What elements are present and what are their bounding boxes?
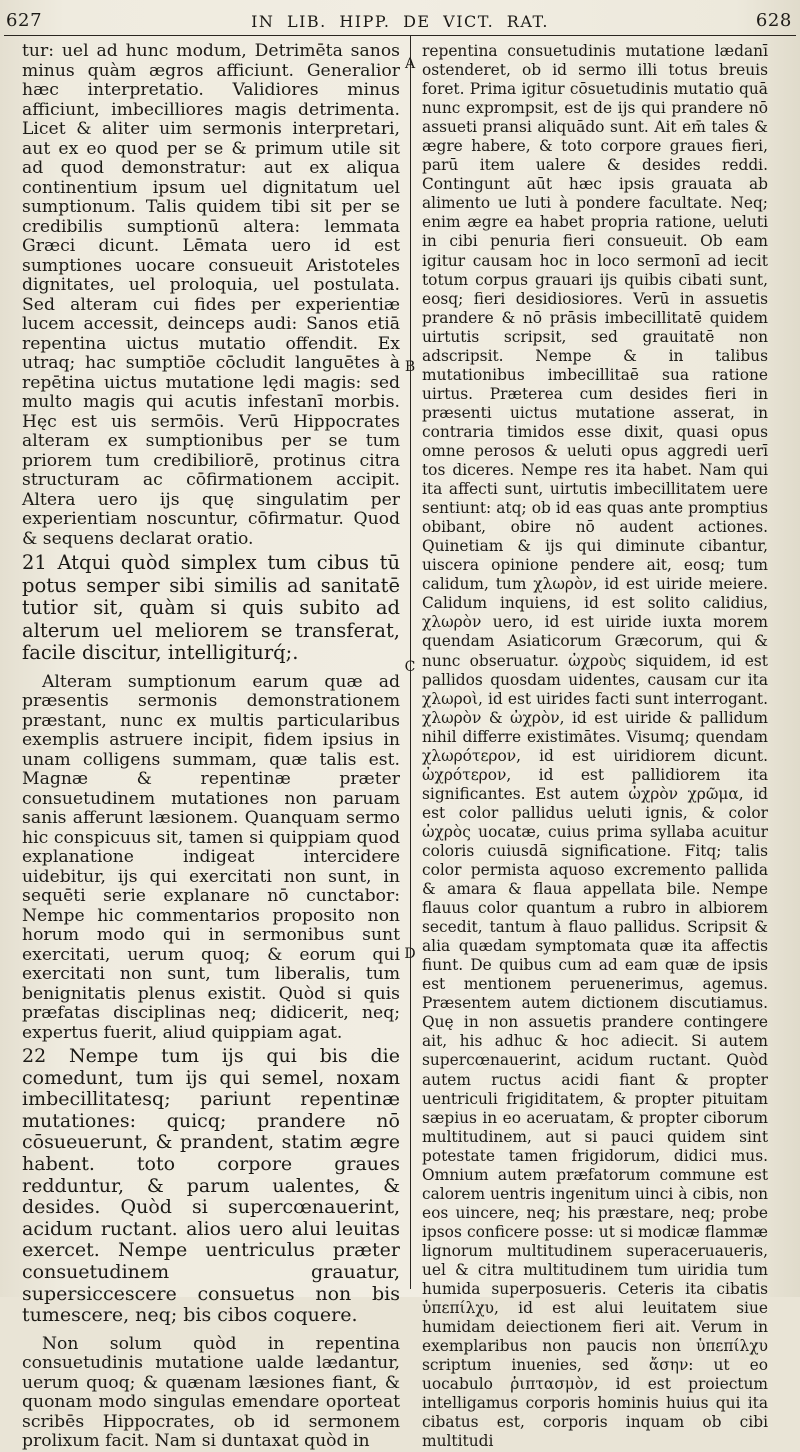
page-number-right: 628 <box>755 10 792 31</box>
margin-marker-a: A <box>404 56 416 72</box>
margin-marker-b: B <box>404 359 416 375</box>
margin-marker-d: D <box>404 946 416 962</box>
section-22-text: Nempe tum ijs qui bis die comedunt, tum ijs qui semel, noxam imbecillitatesq; pariunt repentinæ mutationes: quicq; prandere nō cōsueuerunt, & prandent, statim ægre habent. toto corpore graues redduntur, & parum ualentes, & desides. Quòd si supercœnauerint, acidum ructant. alios uero alui leuitas exercet. Nempe uentriculus præter consuetudinem grauatur, supersiccescere consuetus non bis tumescere, neq; bis cibos coquere. <box>22 1045 400 1327</box>
left-paragraph-2: Alteram sumptionum earum quæ ad præsentis sermonis demonstrationem præstant, nunc ex multis particularibus exemplis astruere incipit, fidem ipsius in unam colligens summam, quæ talis est. Magnæ & repentinæ præter consuetudinem mutationes non paruam sanis afferunt læsionem. Quanquam sermo hic conspicuus sit, tamen si quippiam quod explanatione indigeat intercidere uidebitur, ijs qui exercitati non sunt, in sequēti serie explanare nō cunctabor: Nempe hic commentarios proposito non horum modo qui in sermonibus sunt exercitati, uerum quoq; & eorum qui exercitati non sunt, tum liberalis, tum benignitatis plenus existit. Quòd si quis præfatas disciplinas neq; didicerit, neq; expertus fuerit, aliud quippiam agat. <box>22 671 400 1043</box>
header-rule <box>4 35 796 36</box>
right-column <box>422 42 768 1451</box>
section-21 <box>22 552 400 665</box>
section-21-text: Atqui quòd simplex tum cibus tū potus semper sibi similis ad sanitatē tutior sit, quàm si quis subito ad alterum uel meliorem se transferat, facile discitur, intelligiturq́;. <box>22 551 401 664</box>
section-22-number: 22 <box>22 1045 47 1067</box>
left-paragraph-1: tur: uel ad hunc modum, Detrimēta sanos minus quàm ægros afficiunt. Generalior hæc interpretatio. Validiores minus afficiunt, imbecilliores magis detrimenta. Licet & aliter uim sermonis interpretari, aut ex eo quod per se & primum utile sit ad quod demonstratur: aut ex aliqua continentium ipsum uel dignitatum uel sumptionum. Talis quidem tibi sit per se credibilis sumptionū altera: lemmata Græci dicunt. Lēmata uero id est sumptiones uocare consueuit Aristoteles dignitates, uel proloquia, uel postulata. Sed alteram cui fides per experientiæ lucem accessit, deinceps audi: Sanos etiā repentina uictus mutatio offendit. Ex utraq; hac sumptiōe cōcludit languētes à repētina uictus mutatione lędi magis: sed multo magis qui acutis infestanī morbis. Hęc est uis sermōis. Verū Hippocrates alteram ex sumptionibus per se tum priorem tum credibiliorē, protinus citra structuram ac cōfirmationem accipit. Altera uero ijs quę singulatim per experientiam noscuntur, cōfirmatur. Quod & sequens declarat oratio. <box>22 41 400 549</box>
right-column-text: repentina consuetudinis mutatione lædanī ostenderet, ob id sermo illi totus breuis foret. Prima igitur cōsuetudinis mutatio quā nunc exprompsit, est de ijs qui prandere nō assueti pransi aliquādo sunt. Ait em̄ tales & ægre habere, & toto corpore graues fieri, parū item ualere & desides reddi. Contingunt aūt hæc ipsis grauata ab alimento ue luti à pondere facultate. Neq; enim ægre ea habet propria ratione, ueluti in cibi penuria fieri consueuit. Ob eam igitur causam hoc in loco sermonī ad iecit totum corpus grauari ijs quibis cibati sunt, eosq; fieri desidiosiores. Verū in assuetis prandere & nō prāsis imbecillitatē quidem uirtutis scripsit, sed grauitatē non adscripsit. Nempe & in talibus mutationibus imbecillitaē sua ratione uirtus. Præterea cum desides fieri in præsenti uictus mutatione asserat, in contraria timidos esse dixit, quasi opus omne perosos & ueluti opus aggredi uerī tos diceres. Nempe res ita habet. Nam qui ita affecti sunt, uirtutis imbecillitatem uere sentiunt: atq; ob id eas quas ante promptius obibant, obire nō audent actiones. Quinetiam & ijs qui diminute cibantur, uiscera opinione pendere ait, eosq; tum calidum, tum χλωρὸν, id est uiride meiere. Calidum inquiens, id est solito calidius, χλωρὸν uero, id est uiride iuxta morem quendam Asiaticorum Græcorum, qui & nunc obseruatur. ὠχροὺς siquidem, id est pallidos quosdam uidentes, causam cur ita χλωροὶ, id est uirides facti sunt interrogant. χλωρὸν & ὠχρὸν, id est uiride & pallidum nihil differre existimātes. Visumq; quendam χλωρότερον, id est uiridiorem dicunt. ὠχρότερον, id est pallidiorem ita significantes. Est autem ὠχρὸν χρῶμα, id est color pallidus ueluti ignis, & color ὠχρὸς uocatæ, cuius prima syllaba acuitur coloris cuiusdā significatione. Fitq; talis color permista aquoso excremento pallida & amara & flaua appellata bile. Nempe flauus color quantum a rubro in albiorem secedit, tantum à flauo pallidus. Scripsit & alia quædam symptomata quæ ita affectis fiunt. De quibus cum ad eam quæ de ipsis est mentionem peruenerimus, agemus. Præsentem autem dictionem discutiamus. Quę in non assuetis prandere contingere ait, his adhuc & hoc adiecit. Si autem supercœnauerint, acidum ructant. Quòd autem ructus acidi fiant & propter uentriculi frigiditatem, & propter pituitam sæpius in eo aceruatam, & propter ciborum multitudinem, aut si pauci quidem sint potestate tamen frigidorum, didici mus. Omnium autem præfatorum commune est calorem uentris ingenitum uinci à cibis, non eos uincere, neq; his præstare, neq; probe ipsos conficere posse: ut si modicæ flammæ lignorum multitudinem superaceruaueris, uel & citra multitudinem tum uiridia tum humida superposueris. Ceteris ita cibatis ὑπεπίλχυ, id est alui leuitatem siue humidam deiectionem fieri ait. Verum in exemplaribus non paucis non ὑπεπίλχυ scriptum inuenies, sed ἄσην: ut eo uocabulo ῥιπτασμὸν, id est proiectum intelligamus corporis hominis huius qui ita cibatus est, corporis inquam ob cibi multitudi <box>422 42 768 1451</box>
margin-marker-c: C <box>404 659 416 675</box>
section-22 <box>22 1046 400 1327</box>
running-title: IN LIB. HIPP. DE VICT. RAT. <box>251 12 549 31</box>
left-column <box>22 41 401 1452</box>
left-paragraph-3: Non solum quòd in repentina consuetudinis mutatione ualde lædantur, uerum quoq; & quænam læsiones fiant, & quonam modo singulas emendare oporteat scribēs Hippocrates, ob id sermonem prolixum facit. Nam si duntaxat quòd in <box>22 1333 400 1452</box>
page-header <box>0 2 800 38</box>
page-number-left: 627 <box>6 10 43 31</box>
section-21-number: 21 <box>22 551 47 574</box>
